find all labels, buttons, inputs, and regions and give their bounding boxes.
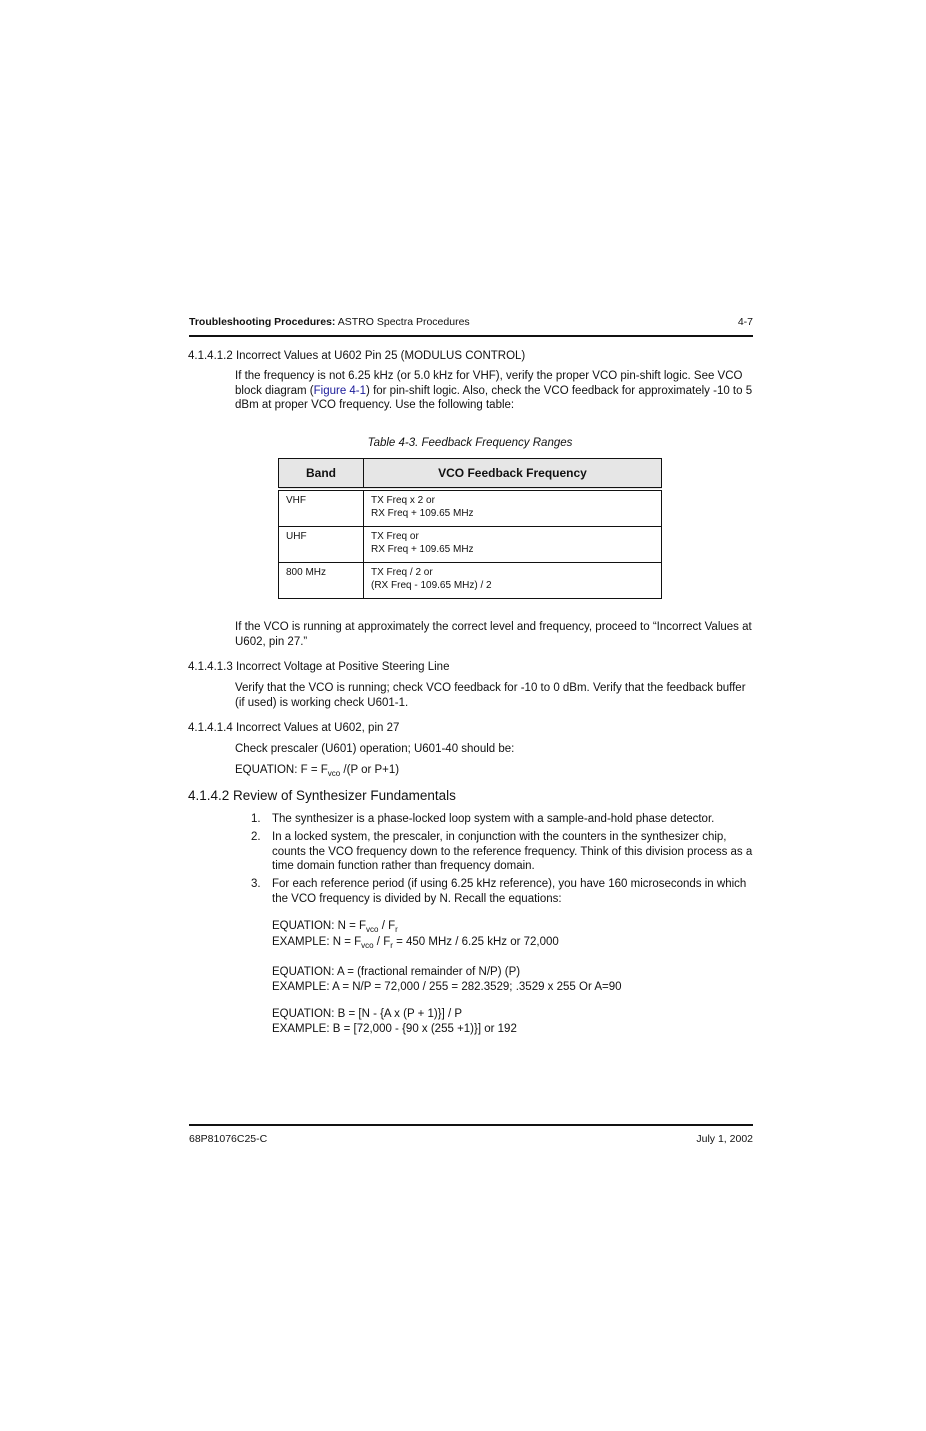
- example-a: EXAMPLE: A = N/P = 72,000 / 255 = 282.3529; .3529 x 255 Or A=90: [272, 981, 622, 993]
- equation-text: / F: [373, 936, 391, 948]
- cell-line: TX Freq or: [371, 531, 419, 542]
- list-number: 2.: [251, 831, 261, 843]
- cell-line: TX Freq / 2 or: [371, 567, 433, 578]
- equation-text: EQUATION: F = F: [235, 764, 328, 776]
- example-n: [272, 935, 559, 953]
- equation-subscript: vco: [361, 941, 374, 950]
- heading-4-1-4-1-3: 4.1.4.1.3 Incorrect Voltage at Positive Steering Line: [188, 661, 450, 673]
- list-number: 1.: [251, 813, 261, 825]
- figure-4-1-link[interactable]: Figure 4-1: [313, 384, 367, 397]
- list-number: 3.: [251, 878, 261, 890]
- list-text: The synthesizer is a phase-locked loop system with a sample-and-hold phase detector.: [272, 813, 715, 825]
- feedback-frequency-table: [278, 458, 662, 599]
- cell-band: UHF: [279, 527, 364, 563]
- running-footer: [189, 1133, 753, 1145]
- heading-4-1-4-1-2: 4.1.4.1.2 Incorrect Values at U602 Pin 25 (MODULUS CONTROL): [188, 350, 526, 362]
- cell-frequency: [364, 527, 662, 563]
- equation-text: EXAMPLE: N = F: [272, 936, 362, 948]
- header-section-bold: Troubleshooting Procedures:: [189, 316, 336, 328]
- equation-subscript: vco: [366, 925, 379, 934]
- page-number: 4-7: [737, 316, 753, 328]
- paragraph-prescaler: Check prescaler (U601) operation; U601-40 should be:: [235, 743, 515, 755]
- paragraph-steering-line: Verify that the VCO is running; check VCO feedback for -10 to 0 dBm. Verify that the feedback buffer (if used) is working check U601-1.: [235, 682, 746, 709]
- equation-text: /(P or P+1): [340, 764, 400, 776]
- equation-b: EQUATION: B = [N - {A x (P + 1)}] / P: [272, 1008, 463, 1020]
- cell-line: (RX Freq - 109.65 MHz) / 2: [371, 580, 492, 591]
- list-text: For each reference period (if using 6.25 kHz reference), you have 160 microseconds in which the VCO frequency is divided by N. Recall the equations:: [272, 878, 747, 905]
- equation-text: EQUATION: N = F: [272, 920, 367, 932]
- column-header-band: Band: [279, 459, 364, 490]
- table-caption: Table 4-3. Feedback Frequency Ranges: [367, 437, 573, 449]
- heading-4-1-4-2: 4.1.4.2 Review of Synthesizer Fundamentals: [188, 788, 456, 803]
- paragraph-after-table: If the VCO is running at approximately the correct level and frequency, proceed to “Incorrect Values at U602, pin 27.”: [235, 621, 752, 648]
- table-row: [279, 489, 662, 527]
- header-section-title: ASTRO Spectra Procedures: [335, 316, 470, 328]
- publication-date: July 1, 2002: [696, 1133, 753, 1145]
- cell-line: RX Freq + 109.65 MHz: [371, 508, 474, 519]
- cell-line: TX Freq x 2 or: [371, 495, 435, 506]
- paragraph-text-b: ) for pin-shift logic. Also, check the VCO feedback for approximately -10 to 5 dBm at proper VCO frequency. Use the following table:: [235, 384, 753, 411]
- doc-number: 68P81076C25-C: [189, 1133, 268, 1145]
- equation-text: / F: [378, 920, 396, 932]
- column-header-vco-feedback: VCO Feedback Frequency: [364, 459, 662, 490]
- equation-a: EQUATION: A = (fractional remainder of N/P) (P): [272, 966, 521, 978]
- table-row: [279, 527, 662, 563]
- paragraph-modulus-control: [235, 369, 753, 413]
- running-header: [189, 316, 753, 328]
- equation-subscript: r: [390, 941, 393, 950]
- header-rule: [189, 335, 753, 337]
- equation-subscript: r: [395, 925, 398, 934]
- equation-text: = 450 MHz / 6.25 kHz or 72,000: [392, 936, 559, 948]
- paragraph-text-a: If the frequency is not 6.25 kHz (or 5.0 kHz for VHF), verify the proper VCO pin-shift logic. See VCO block diagram (: [235, 370, 743, 397]
- cell-band: 800 MHz: [279, 563, 364, 599]
- equation-subscript: vco: [327, 769, 341, 778]
- table-row: [279, 563, 662, 599]
- footer-rule: [189, 1124, 753, 1126]
- cell-line: RX Freq + 109.65 MHz: [371, 544, 474, 555]
- heading-4-1-4-1-4: 4.1.4.1.4 Incorrect Values at U602, pin 27: [188, 722, 400, 734]
- example-b: EXAMPLE: B = [72,000 - {90 x (255 +1)}] or 192: [272, 1023, 517, 1035]
- cell-frequency: [364, 563, 662, 599]
- cell-frequency: [364, 489, 662, 527]
- list-text: In a locked system, the prescaler, in conjunction with the counters in the synthesizer chip, counts the VCO frequency down to the reference frequency. Think of this division process as a time domain function rather than frequency domain.: [272, 831, 753, 872]
- equation-prescaler: [235, 763, 753, 782]
- cell-band: VHF: [279, 489, 364, 527]
